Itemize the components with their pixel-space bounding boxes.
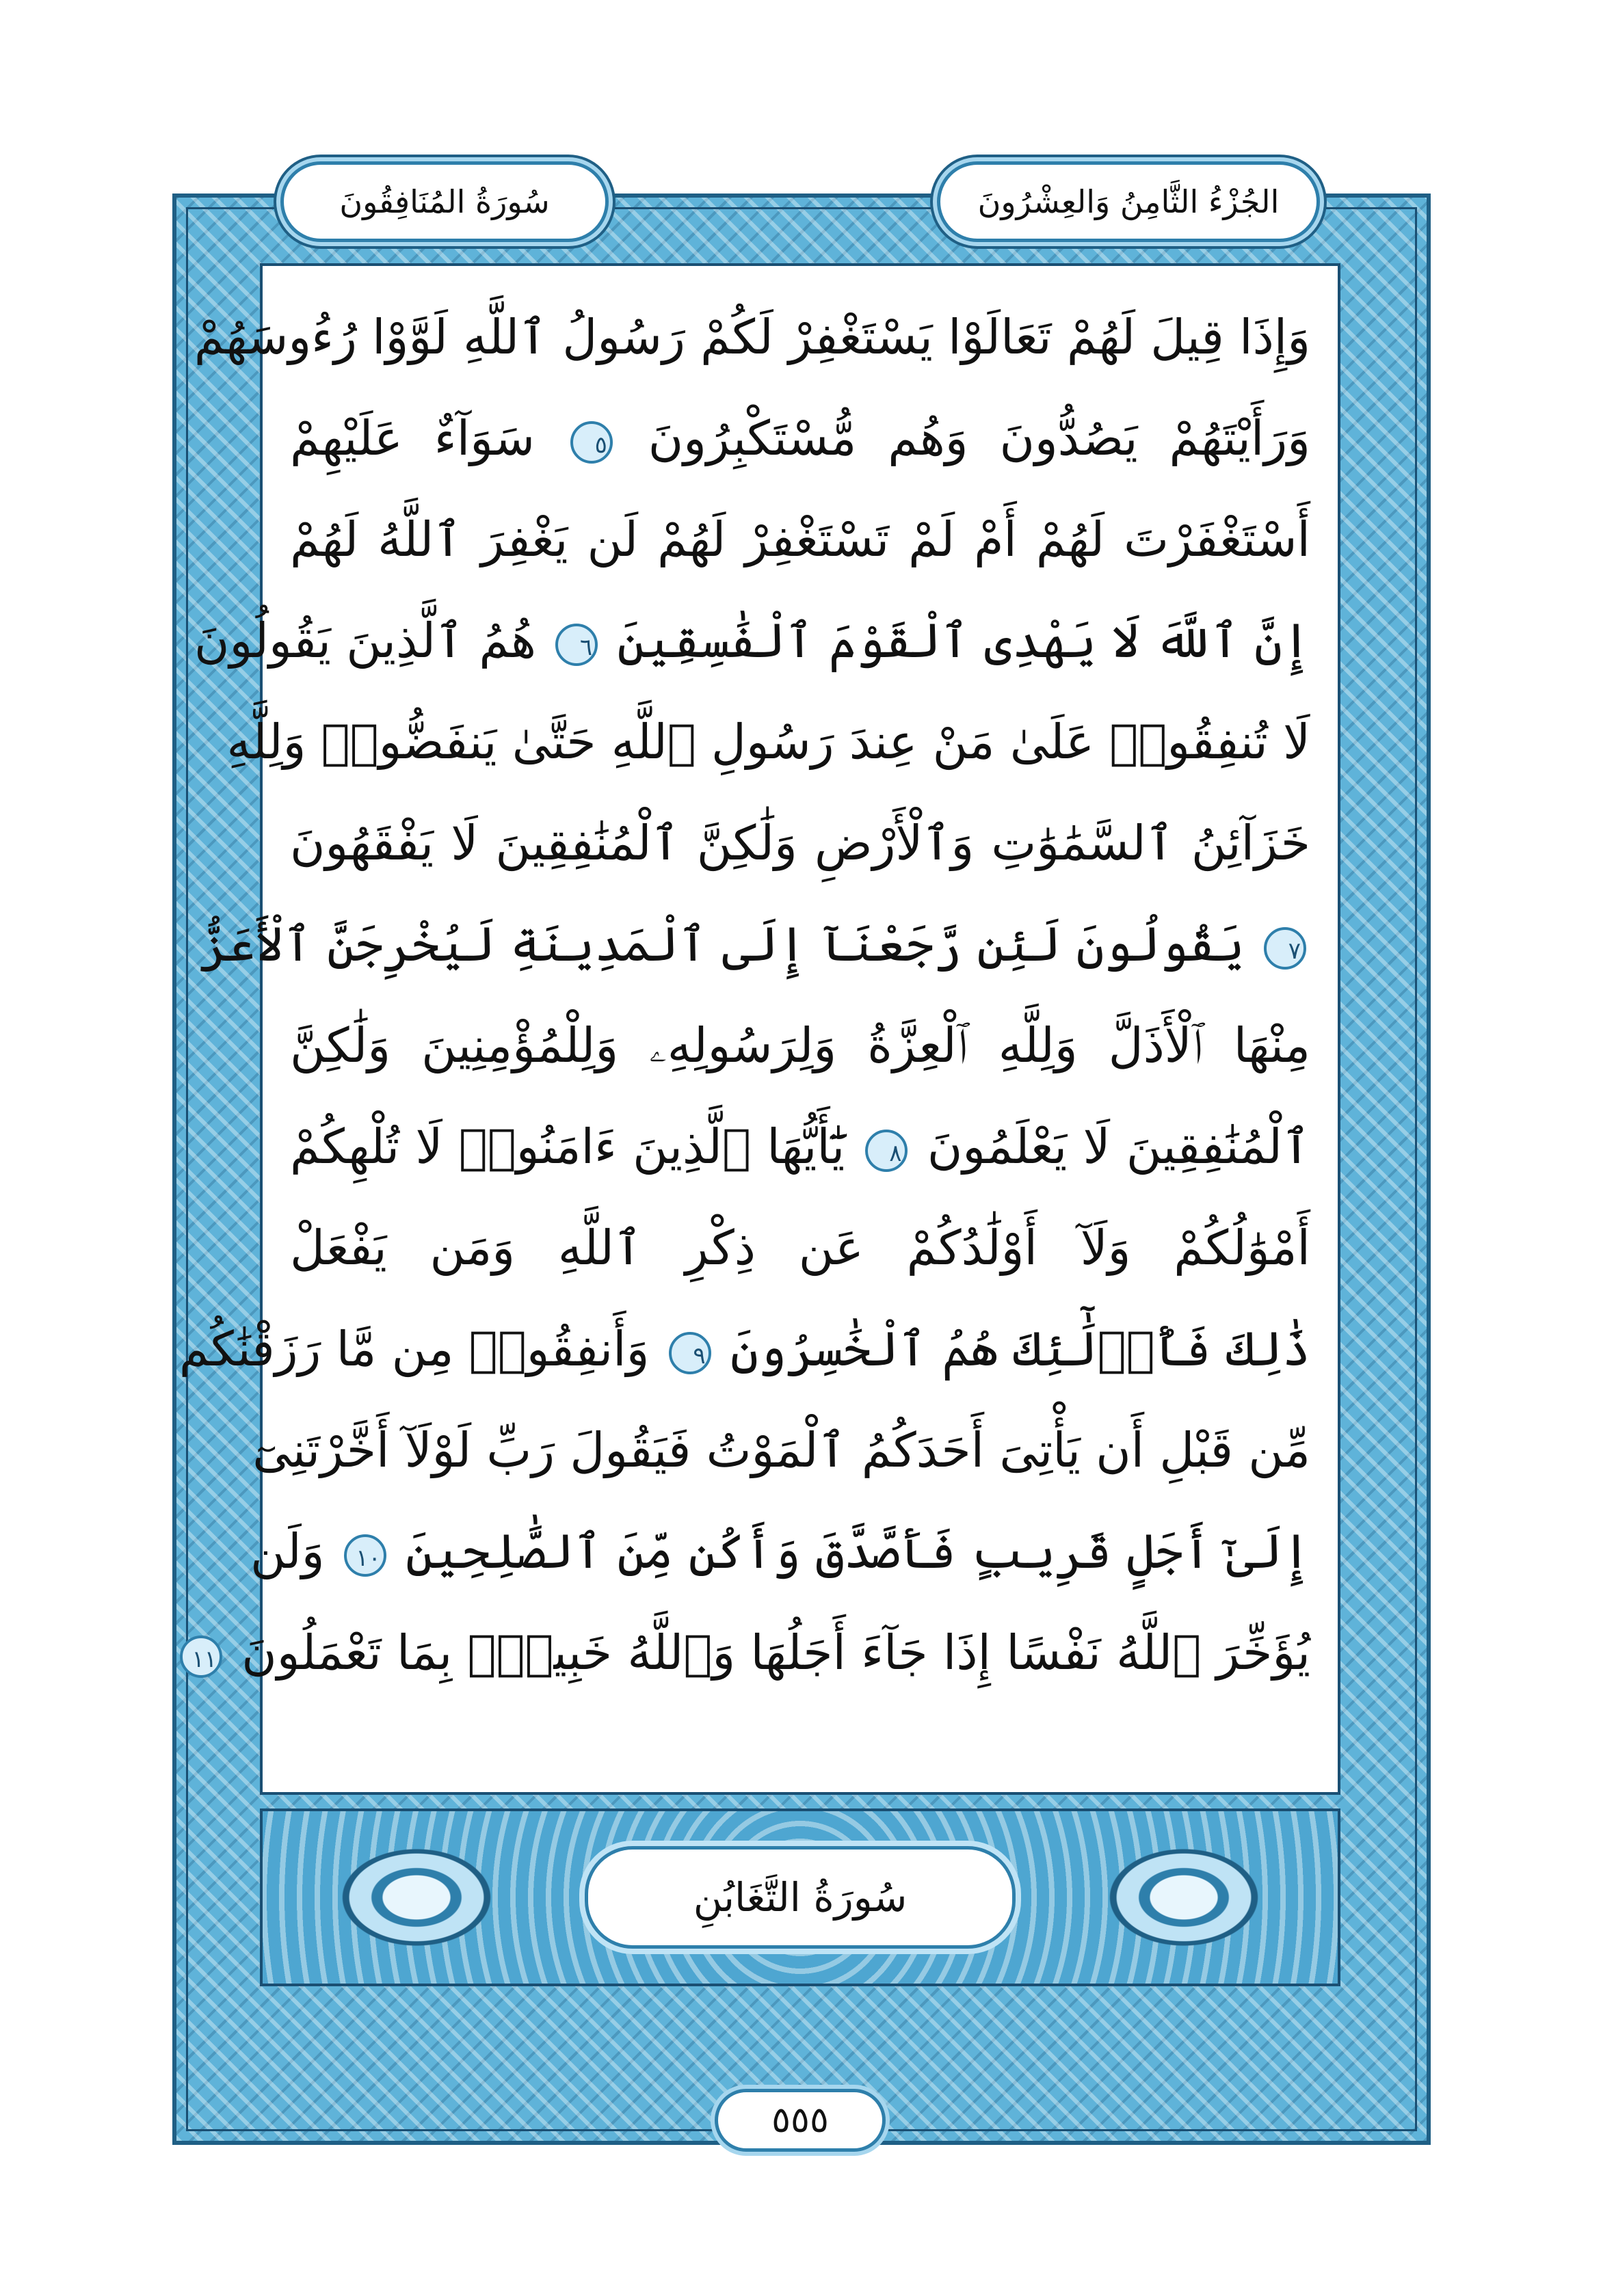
medallion-ornament-icon — [338, 1846, 495, 1949]
line-text: وَرَأَيْتَهُمْ يَصُدُّونَ وَهُم مُّسْتَكْبِرُونَ — [648, 410, 1310, 466]
text-line-10 — [290, 1197, 1310, 1298]
ayah-marker: ٩ — [669, 1332, 711, 1374]
page-number-text: ٥٥٥ — [771, 2100, 829, 2141]
line-text-after: سَوَآءٌ عَلَيْهِمْ — [290, 410, 535, 466]
juz-header — [937, 161, 1320, 242]
line-text-after: يَٰٓأَيُّهَا ٱلَّذِينَ ءَامَنُوا۟ لَا تُلْهِكُمْ — [290, 1119, 845, 1175]
line-text: مِّن قَبْلِ أَن يَأْتِىَ أَحَدَكُمُ ٱلْمَوْتُ فَيَقُولَ رَبِّ لَوْلَآ أَخَّرْتَنِىٓ — [252, 1422, 1310, 1478]
surah-label: سُورَةُ المُنَافِقُونَ — [339, 183, 550, 220]
text-line-7 — [199, 894, 1310, 995]
line-text-after: هُمُ ٱلَّذِينَ يَقُولُونَ — [194, 613, 536, 669]
line-text: يُؤَخِّرَ ٱللَّهُ نَفْسًا إِذَا جَآءَ أَجَلُهَا وَٱللَّهُ خَبِيرٌۢ بِمَا تَعْمَلُونَ — [241, 1625, 1310, 1681]
text-line-13 — [250, 1501, 1310, 1602]
line-text: أَمْوَٰلُكُمْ وَلَآ أَوْلَٰدُكُمْ عَن ذِكْرِ ٱللَّهِ وَمَن يَفْعَلْ — [290, 1220, 1310, 1276]
line-text: لَا تُنفِقُوا۟ عَلَىٰ مَنْ عِندَ رَسُولِ ٱللَّهِ حَتَّىٰ يَنفَضُّوا۟ وَلِلَّهِ — [226, 714, 1310, 770]
surah-header — [280, 161, 609, 242]
line-text-after: وَأَنفِقُوا۟ مِن مَّا رَزَقْنَٰكُم — [178, 1321, 650, 1377]
text-line-6 — [290, 792, 1310, 894]
surah-title-text: سُورَةُ التَّغَابُنِ — [693, 1874, 908, 1921]
page-number — [715, 2089, 886, 2152]
quran-text-page — [178, 263, 1340, 1795]
text-line-4 — [194, 590, 1310, 691]
juz-label: الجُزْءُ الثَّامِنُ وَالعِشْرُونَ — [977, 183, 1280, 220]
ayah-marker: ٧ — [1264, 927, 1306, 970]
line-text: ذَٰلِكَ فَأُو۟لَٰٓئِكَ هُمُ ٱلْخَٰسِرُونَ — [730, 1321, 1310, 1377]
text-line-3 — [290, 489, 1310, 590]
line-text: أَسْتَغْفَرْتَ لَهُمْ أَمْ لَمْ تَسْتَغْفِرْ لَهُمْ لَن يَغْفِرَ ٱللَّهُ لَهُمْ — [290, 511, 1310, 568]
ayah-marker: ٦ — [555, 624, 598, 666]
line-text-after: وَلَن — [250, 1523, 325, 1579]
text-line-1 — [194, 286, 1310, 388]
line-text: وَإِذَا قِيلَ لَهُمْ تَعَالَوْا يَسْتَغْفِرْ لَكُمْ رَسُولُ ٱللَّهِ لَوَّوْا رُءُوسَهُمْ — [194, 309, 1310, 365]
surah-banner — [260, 1808, 1340, 1986]
text-line-2 — [290, 388, 1310, 489]
ayah-marker: ٨ — [865, 1130, 908, 1172]
line-text: ٱلْمُنَٰفِقِينَ لَا يَعْلَمُونَ — [927, 1119, 1310, 1175]
ayah-marker: ٥ — [570, 421, 613, 464]
medallion-ornament-icon — [1105, 1846, 1262, 1949]
line-text-after: يَقُولُونَ لَئِن رَّجَعْنَآ إِلَى ٱلْمَدِينَةِ لَيُخْرِجَنَّ ٱلْأَعَزُّ — [199, 916, 1245, 972]
ayah-marker: ١١ — [180, 1636, 222, 1678]
text-line-9 — [290, 1096, 1310, 1197]
surah-title — [585, 1846, 1016, 1949]
line-text: إِنَّ ٱللَّهَ لَا يَهْدِى ٱلْقَوْمَ ٱلْفَٰسِقِينَ — [617, 613, 1310, 669]
text-line-14 — [191, 1602, 1310, 1703]
text-line-12 — [252, 1400, 1310, 1501]
ayah-marker: ١٠ — [344, 1534, 386, 1577]
text-line-8 — [290, 995, 1310, 1096]
line-text: خَزَآئِنُ ٱلسَّمَٰوَٰتِ وَٱلْأَرْضِ وَلَٰكِنَّ ٱلْمُنَٰفِقِينَ لَا يَفْقَهُونَ — [290, 815, 1310, 871]
line-text: مِنْهَا ٱلْأَذَلَّ وَلِلَّهِ ٱلْعِزَّةُ وَلِرَسُولِهِۦ وَلِلْمُؤْمِنِينَ وَلَٰكِنَّ — [290, 1017, 1310, 1073]
line-text: إِلَىٰٓ أَجَلٍ قَرِيبٍ فَأَصَّدَّقَ وَأَكُن مِّنَ ٱلصَّٰلِحِينَ — [406, 1523, 1310, 1579]
text-line-5 — [226, 691, 1310, 792]
text-line-11 — [178, 1298, 1310, 1400]
